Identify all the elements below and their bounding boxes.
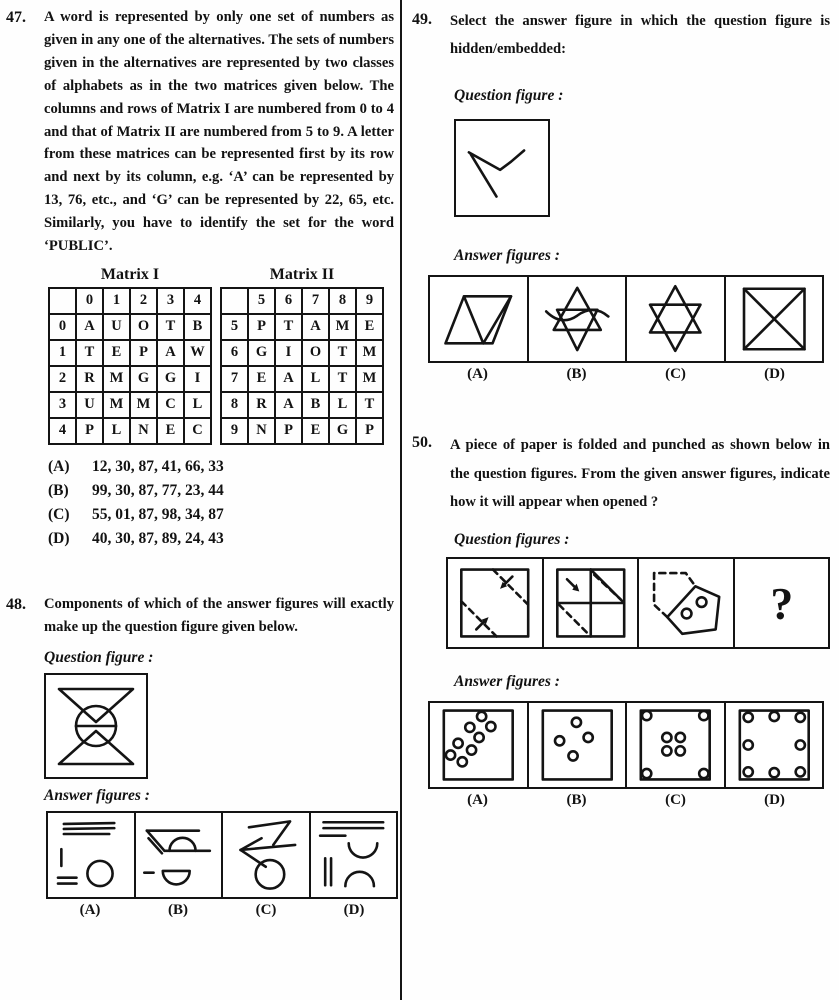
matrix-cell: A	[157, 340, 184, 366]
punch-hole-icon	[662, 746, 671, 755]
question-50-number: 50.	[412, 434, 432, 452]
question-50-text: A piece of paper is folded and punched as shown below in the question figures. From the given answer figures, indicate how it will appear when opened ?	[450, 437, 830, 511]
q48-label-b: (B)	[168, 901, 188, 918]
matrix-cell: 1	[49, 340, 76, 366]
punch-hole-icon	[795, 767, 804, 776]
q49-answer-figure-b	[529, 277, 628, 361]
question-50-answers-caption: Answer figures :	[454, 672, 560, 690]
matrix-cell: P	[76, 418, 103, 444]
q48-answer-figure-d	[311, 813, 397, 897]
matrix-cell: 6	[275, 288, 302, 314]
q50-question-figure-1	[448, 559, 544, 647]
matrix-i-block	[48, 266, 212, 445]
matrix-cell: O	[130, 314, 157, 340]
matrix-cell: I	[184, 366, 211, 392]
punch-hole-icon	[554, 736, 563, 745]
matrix-cell: T	[157, 314, 184, 340]
matrix-cell: G	[248, 340, 275, 366]
matrix-cell: C	[184, 418, 211, 444]
option-a-label: (A)	[48, 457, 70, 475]
q50-label-a: (A)	[467, 791, 488, 808]
q48-label-c: (C)	[255, 901, 277, 918]
q50-answer-figure-d	[726, 703, 823, 787]
folded-punched-paper-figure-icon	[639, 559, 733, 647]
punch-hole-icon	[676, 733, 685, 742]
matrix-cell: A	[302, 314, 329, 340]
q50-label-c: (C)	[665, 791, 686, 808]
matrix-cell: T	[275, 314, 302, 340]
punch-hole-icon	[743, 767, 752, 776]
matrix-cell: E	[103, 340, 130, 366]
q49-answer-figure-d	[726, 277, 823, 361]
question-50-answers	[428, 701, 824, 809]
punched-holes-pattern-d-icon	[726, 703, 823, 787]
matrix-cell: 4	[49, 418, 76, 444]
matrix-cell: A	[76, 314, 103, 340]
punch-hole-icon	[642, 769, 651, 778]
punch-hole-icon	[583, 733, 592, 742]
ribbon-and-semicircles-figure-icon	[136, 813, 222, 897]
punch-hole-icon	[486, 722, 495, 731]
matrix-cell: 4	[184, 288, 211, 314]
option-a	[48, 455, 394, 479]
matrix-cell: M	[356, 340, 383, 366]
question-50	[410, 431, 830, 516]
question-49-answers	[428, 275, 824, 383]
punch-hole-icon	[769, 768, 778, 777]
matrix-cell: G	[329, 418, 356, 444]
q50-label-b: (B)	[566, 791, 587, 808]
punch-hole-icon	[474, 733, 483, 742]
question-50-figures-caption: Question figures :	[454, 530, 570, 548]
q48-label-a: (A)	[79, 901, 101, 918]
matrix-cell: I	[275, 340, 302, 366]
matrix-cell: C	[157, 392, 184, 418]
punch-hole-icon	[699, 769, 708, 778]
lines-and-circle-figure-icon	[48, 813, 134, 897]
six-pointed-star-figure-icon	[627, 277, 724, 361]
bent-lines-figure-icon	[456, 121, 548, 215]
matrix-cell: E	[356, 314, 383, 340]
matrix-cell: E	[248, 366, 275, 392]
q48-answer-figure-b	[136, 813, 224, 897]
question-48-question-figure	[44, 673, 148, 779]
matrix-cell: G	[130, 366, 157, 392]
matrix-cell: L	[329, 392, 356, 418]
q50-answer-figure-c	[627, 703, 726, 787]
fold-square-quadrants-figure-icon	[544, 559, 638, 647]
punch-hole-icon	[662, 733, 671, 742]
question-47	[4, 6, 394, 258]
question-49-question-figure	[454, 119, 550, 217]
matrix-cell	[221, 288, 248, 314]
matrix-cell: B	[302, 392, 329, 418]
matrix-cell: 1	[103, 288, 130, 314]
option-d-value: 40, 30, 87, 89, 24, 43	[92, 530, 224, 548]
question-47-options	[48, 455, 394, 551]
question-48-answers-caption: Answer figures :	[44, 786, 150, 804]
punch-hole-icon	[568, 751, 577, 760]
option-a-value: 12, 30, 87, 41, 66, 33	[92, 457, 224, 475]
q50-question-figure-4	[735, 559, 829, 647]
question-48-number: 48.	[6, 596, 26, 614]
matrix-cell: P	[356, 418, 383, 444]
matrix-cell: R	[76, 366, 103, 392]
matrix-cell: 3	[49, 392, 76, 418]
left-column	[0, 0, 402, 1000]
matrix-cell: L	[103, 418, 130, 444]
question-49-answers-caption: Answer figures :	[454, 247, 560, 265]
matrix-ii-block	[220, 266, 384, 445]
q48-label-d: (D)	[343, 901, 365, 918]
matrix-i-title: Matrix I	[100, 265, 160, 283]
matrix-cell: U	[76, 392, 103, 418]
question-49-text: Select the answer figure in which the question figure is hidden/embedded:	[450, 13, 830, 57]
matrix-ii-table	[220, 287, 384, 445]
matrix-cell: R	[248, 392, 275, 418]
matrix-cell: E	[157, 418, 184, 444]
punch-hole-icon	[795, 712, 804, 721]
matrices-area	[48, 266, 384, 445]
option-b-label: (B)	[48, 481, 69, 499]
question-47-number: 47.	[6, 9, 26, 26]
matrix-cell: M	[130, 392, 157, 418]
matrix-cell: M	[356, 366, 383, 392]
matrix-cell: N	[248, 418, 275, 444]
star-with-curve-figure-icon	[529, 277, 626, 361]
matrix-cell: N	[130, 418, 157, 444]
question-48-figure-caption: Question figure :	[44, 648, 154, 666]
matrix-cell: T	[356, 392, 383, 418]
punch-hole-icon	[743, 740, 752, 749]
matrix-cell: A	[275, 366, 302, 392]
punch-hole-icon	[477, 712, 486, 721]
matrix-cell: 9	[356, 288, 383, 314]
question-49-number: 49.	[412, 11, 432, 28]
question-47-text: A word is represented by only one set of numbers as given in any one of the alternatives. The sets of numbers given in the alternatives are represented by two classes of alphabets as in the two matrices given below. The columns and rows of Matrix I are numbered from 0 to 4 and that of Matrix II are numbered from 5 to 9. A letter from these matrices can be represented first by its row and next by its column, e.g. ‘A’ can be represented by 13, 76, etc., and ‘G’ can be represented by 22, 65, etc. Similarly, you have to identify the set for the word ‘PUBLIC’.	[44, 9, 394, 255]
question-49-figure-caption: Question figure :	[454, 87, 564, 105]
matrix-cell: G	[157, 366, 184, 392]
matrix-cell: 5	[221, 314, 248, 340]
matrix-cell: 6	[221, 340, 248, 366]
q48-answer-figure-a	[48, 813, 136, 897]
punch-hole-icon	[571, 717, 580, 726]
q49-label-b: (B)	[566, 366, 587, 383]
matrix-cell: 7	[221, 366, 248, 392]
q48-answer-labels	[46, 902, 398, 919]
matrix-ii-title: Matrix II	[269, 265, 335, 283]
q50-answer-labels	[428, 792, 824, 809]
punch-hole-icon	[642, 711, 651, 720]
punch-hole-icon	[446, 750, 455, 759]
q50-question-figure-3	[639, 559, 735, 647]
q48-answer-figure-c	[223, 813, 311, 897]
q50-answer-figure-b	[529, 703, 628, 787]
matrix-cell: U	[103, 314, 130, 340]
matrix-cell: 8	[221, 392, 248, 418]
matrix-cell: 5	[248, 288, 275, 314]
lines-and-arcs-figure-icon	[311, 813, 397, 897]
matrix-cell: 8	[329, 288, 356, 314]
q50-label-d: (D)	[764, 791, 785, 808]
matrix-cell: P	[275, 418, 302, 444]
matrix-cell: T	[76, 340, 103, 366]
matrix-cell: A	[275, 392, 302, 418]
punch-hole-icon	[795, 740, 804, 749]
option-c-label: (C)	[48, 506, 70, 523]
zigzag-arrows-and-circle-figure-icon	[223, 813, 309, 897]
option-b	[48, 479, 394, 503]
q50-question-figure-2	[544, 559, 640, 647]
option-d	[48, 527, 394, 551]
matrix-cell	[49, 288, 76, 314]
matrix-cell: 3	[157, 288, 184, 314]
option-d-label: (D)	[48, 530, 70, 548]
punch-hole-icon	[453, 738, 462, 747]
question-48-text: Components of which of the answer figures will exactly make up the question figure given below.	[44, 596, 394, 635]
matrix-cell: W	[184, 340, 211, 366]
matrix-cell: 9	[221, 418, 248, 444]
punched-holes-pattern-b-icon	[529, 703, 626, 787]
option-c-value: 55, 01, 87, 98, 34, 87	[92, 506, 224, 523]
matrix-cell: 0	[76, 288, 103, 314]
option-c	[48, 503, 394, 527]
question-49	[410, 8, 830, 63]
matrix-cell: O	[302, 340, 329, 366]
punch-hole-icon	[676, 746, 685, 755]
matrix-cell: 2	[130, 288, 157, 314]
punched-holes-pattern-a-icon	[430, 703, 527, 787]
parallelogram-triangles-figure-icon	[430, 277, 527, 361]
matrix-cell: E	[302, 418, 329, 444]
question-48-answers	[46, 811, 398, 919]
matrix-cell: P	[130, 340, 157, 366]
square-with-diagonals-figure-icon	[726, 277, 823, 361]
matrix-cell: M	[103, 392, 130, 418]
matrix-cell: T	[329, 340, 356, 366]
punch-hole-icon	[467, 745, 476, 754]
punch-hole-icon	[458, 757, 467, 766]
q49-label-d: (D)	[764, 366, 785, 383]
question-48	[4, 593, 394, 639]
matrix-cell: T	[329, 366, 356, 392]
matrix-cell: L	[302, 366, 329, 392]
matrix-cell: P	[248, 314, 275, 340]
matrix-cell: 7	[302, 288, 329, 314]
punch-hole-icon	[465, 723, 474, 732]
question-50-question-figures	[446, 557, 830, 649]
hourglass-circle-figure-icon	[46, 675, 146, 777]
q50-answer-figure-a	[430, 703, 529, 787]
q49-answer-labels	[428, 366, 824, 383]
punch-hole-icon	[769, 712, 778, 721]
punched-holes-pattern-c-icon	[627, 703, 724, 787]
fold-square-corners-figure-icon	[448, 559, 542, 647]
q49-answer-figure-c	[627, 277, 726, 361]
matrix-cell: M	[103, 366, 130, 392]
q49-answer-figure-a	[430, 277, 529, 361]
question-mark-icon	[735, 559, 829, 647]
punch-hole-icon	[743, 712, 752, 721]
matrix-cell: L	[184, 392, 211, 418]
matrix-i-table	[48, 287, 212, 445]
matrix-cell: 0	[49, 314, 76, 340]
punch-hole-icon	[699, 711, 708, 720]
q49-label-c: (C)	[665, 366, 686, 383]
matrix-cell: M	[329, 314, 356, 340]
right-column	[402, 0, 839, 1000]
matrix-cell: B	[184, 314, 211, 340]
q49-label-a: (A)	[467, 366, 488, 383]
svg-text:?: ?	[769, 577, 793, 629]
matrix-cell: 2	[49, 366, 76, 392]
option-b-value: 99, 30, 87, 77, 23, 44	[92, 481, 224, 499]
